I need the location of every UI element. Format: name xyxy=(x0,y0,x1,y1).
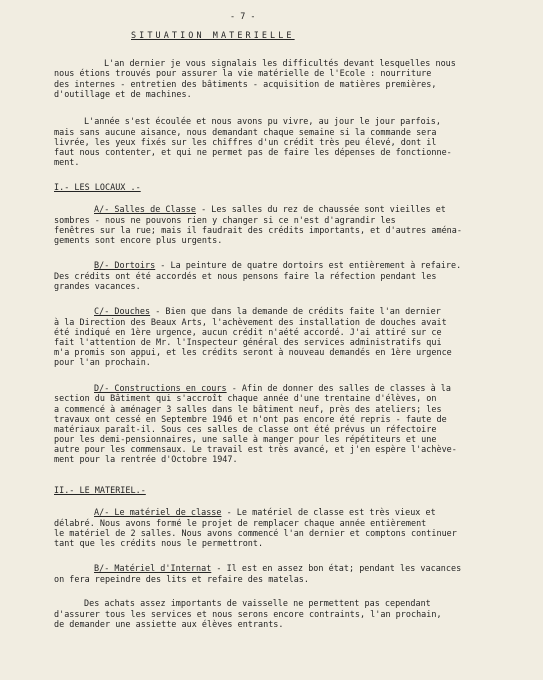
text-line: de demander une assiette aux élèves entrants. xyxy=(54,619,284,629)
text-line: section du Bâtiment qui s'accroît chaque année d'une trentaine d'élèves, on xyxy=(54,393,437,403)
item-label: D/- Constructions en cours xyxy=(94,383,227,393)
text-line: livrée, les yeux fixés sur les chiffres d'un crédit très peu élevé, dont il xyxy=(54,137,437,147)
item-label: B/- Matériel d'Internat xyxy=(94,563,212,573)
text-line: à la Direction des Beaux Arts, l'achèvement des installation de douches avait xyxy=(54,317,447,327)
text-line: nous étions trouvés pour assurer la vie matérielle de l'Ecole : nourriture xyxy=(54,68,432,78)
section-heading-locaux: I.- LES LOCAUX .- xyxy=(54,182,141,192)
text-line: a commencé à aménager 3 salles dans le bâtiment neuf, près des ateliers; les xyxy=(54,404,442,414)
text-line: on fera repeindre des lits et refaire des matelas. xyxy=(54,574,309,584)
text-line: d'outillage et de machines. xyxy=(54,89,192,99)
text-line: le matériel de 2 salles. Nous avons commencé l'an dernier et comptons continuer xyxy=(54,528,457,538)
text-line: ment pour la rentrée d'Octobre 1947. xyxy=(54,454,238,464)
text-line: mais sans aucune aisance, nous demandant chaque semaine si la commande sera xyxy=(54,127,437,137)
item-text: - Afin de donner des salles de classes à la xyxy=(226,383,452,393)
item-text: - La peinture de quatre dortoirs est entièrement à refaire. xyxy=(155,260,462,270)
text-line: tant que les crédits nous le permettront. xyxy=(54,538,264,548)
item-first-line xyxy=(94,306,441,316)
text-line: fenêtres sur la rue; mais il faudrait des crédits importants, et d'autres aména- xyxy=(54,225,462,235)
page-number: - 7 - xyxy=(230,11,256,21)
item-text: - Les salles du rez de chaussée sont vieilles et xyxy=(196,204,446,214)
text-line: été indiqué en 1ère urgence, aucun crédit n'aété accordé. J'ai attiré sur ce xyxy=(54,327,442,337)
text-line: travaux ont cessé en Septembre 1946 et n'ont pas encore été repris - faute de xyxy=(54,414,447,424)
item-text: - Le matériel de classe est très vieux et xyxy=(221,507,436,517)
text-line: d'assurer tous les services et nous serons encore contraints, l'an prochain, xyxy=(54,609,442,619)
text-line: Des achats assez importants de vaisselle ne permettent pas cependant xyxy=(84,598,431,608)
item-label: C/- Douches xyxy=(94,306,151,316)
item-first-line xyxy=(94,507,436,517)
section-heading-materiel: II.- LE MATERIEL.- xyxy=(54,485,146,495)
text-line: grandes vacances. xyxy=(54,281,141,291)
item-label: B/- Dortoirs xyxy=(94,260,156,270)
text-line: autre pour les commensaux. Le travail est très avancé, et j'en espère l'achève- xyxy=(54,444,457,454)
item-label: A/- Salles de Classe xyxy=(94,204,196,214)
text-line: délabré. Nous avons formé le projet de remplacer chaque année entièrement xyxy=(54,518,427,528)
text-line: L'année s'est écoulée et nous avons pu vivre, au jour le jour parfois, xyxy=(84,116,441,126)
text-line: m'a promis son appui, et les crédits seront à nouveau demandés en 1ère urgence xyxy=(54,347,452,357)
text-line: gements sont encore plus urgents. xyxy=(54,235,223,245)
item-text: - Il est en assez bon état; pendant les vacances xyxy=(211,563,462,573)
text-line: faut nous contenter, et qui ne permet pas de faire les dépenses de fonctionne- xyxy=(54,147,452,157)
text-line: ment. xyxy=(54,157,80,167)
item-first-line xyxy=(94,204,446,214)
text-line: Des crédits ont été accordés et nous pensons faire la réfection pendant les xyxy=(54,271,437,281)
text-line: pour les demi-pensionnaires, une salle à manger pour les répétiteurs et une xyxy=(54,434,437,444)
text-line: pour l'an prochain. xyxy=(54,357,151,367)
text-line: matériaux paraît-il. Sous ces salles de classe ont été prévus un réfectoire xyxy=(54,424,437,434)
item-first-line xyxy=(94,563,461,573)
text-line: des internes - entretien des bâtiments - acquisition de matières premières, xyxy=(54,79,437,89)
item-first-line xyxy=(94,260,461,270)
text-line: fait l'attention de Mr. l'Inspecteur général des services administratifs qui xyxy=(54,337,442,347)
page-title: SITUATION MATERIELLE xyxy=(131,30,295,40)
item-text: - Bien que dans la demande de crédits faite l'an dernier xyxy=(150,306,441,316)
item-label: A/- Le matériel de classe xyxy=(94,507,222,517)
text-line: sombres - nous ne pouvons rien y changer si ce n'est d'agrandir les xyxy=(54,215,396,225)
text-line: L'an dernier je vous signalais les difficultés devant lesquelles nous xyxy=(104,58,456,68)
item-first-line xyxy=(94,383,451,393)
